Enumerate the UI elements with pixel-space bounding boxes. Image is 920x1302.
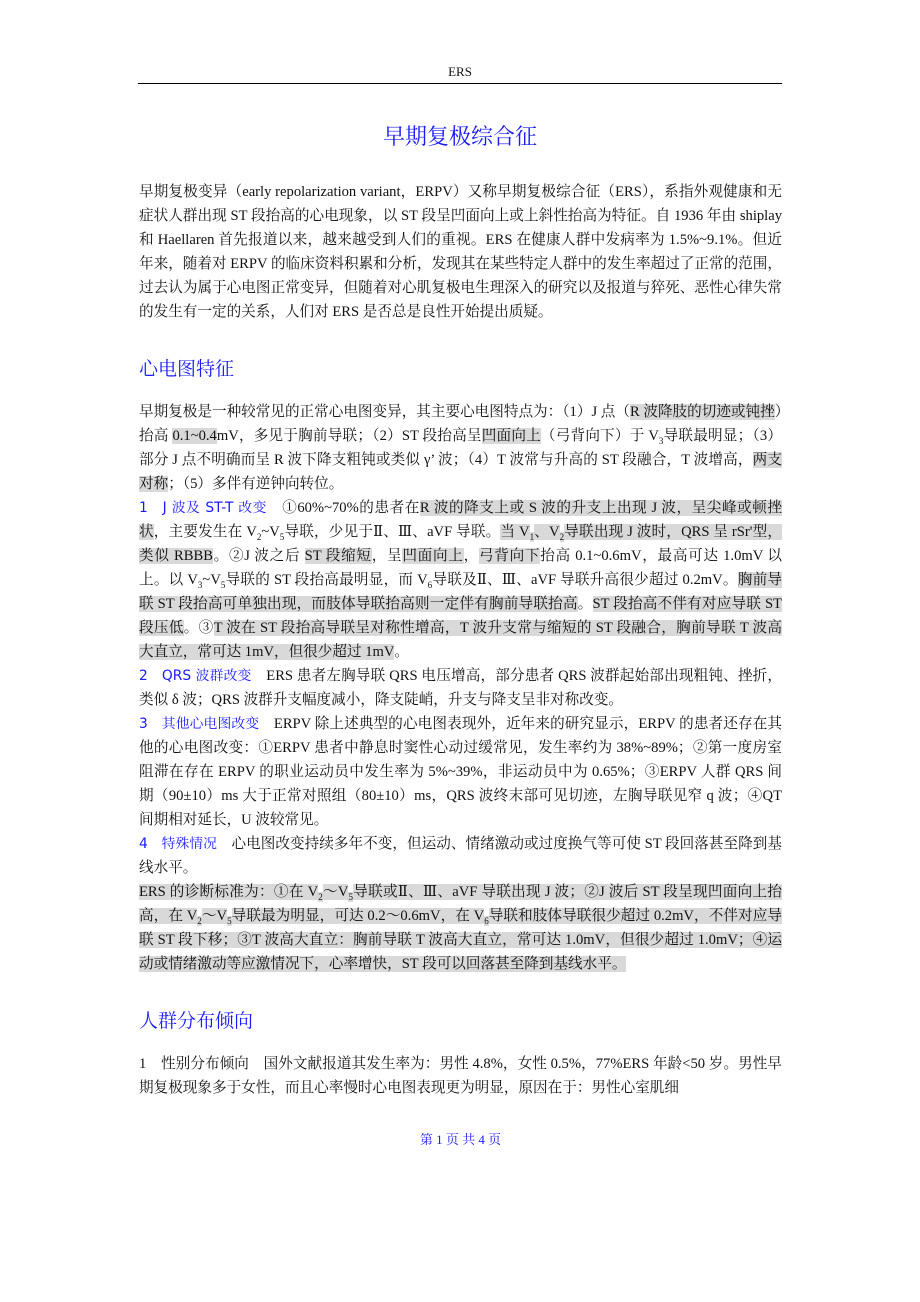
highlighted-text: 导联或Ⅱ、Ⅲ、aVF 导联出现 J 波；②J 波后 ST 段呈现凹面向上抬高，在 V — [139, 884, 782, 924]
highlighted-text: ST 段缩短 — [304, 548, 372, 564]
text-run: 。②J 波之后 — [212, 548, 305, 564]
page-header: ERS — [448, 64, 472, 79]
text-run: 。③ — [183, 620, 214, 636]
subscript: 2 — [197, 915, 202, 926]
text-run: 导联最明显；（3）部分 J 点不明确而呈 R 波下降支粗钝或类似 γ’ 波；（4）T 波常与升高的 ST 段融合，T 波增高， — [139, 428, 782, 468]
highlighted-text: ～V — [322, 884, 349, 900]
subscript: 6 — [427, 579, 433, 590]
text-run: ERPV 除上述典型的心电图表现外，近年来的研究显示，ERPV 的患者还存在其他的心电图改变：①ERPV 患者中静息时窦性心动过缓常见，发生率约为 38%~89%；②第一度房室阻滞在存在 ERPV 的职业运动员中发生率为 5%~39%，非运动员中为 0.65%；③ERPV 人群 QRS 间期（90±10）ms 大于正常对照组（80±10）ms，QRS 波终末部可见切迹，左胸导联见窄 q 波；④QT 间期相对延长，U 波较常见。 — [139, 716, 782, 828]
text-run: 导联，少见于Ⅱ、Ⅲ、aVF 导联。 — [284, 524, 501, 540]
subsection-heading: 4 特殊情况 — [139, 836, 217, 852]
subscript: 2 — [559, 531, 565, 542]
highlighted-text: R 波降肢的切迹或钝挫 — [629, 404, 775, 420]
subscript: 5 — [348, 891, 353, 902]
highlighted-text: 当 V — [500, 524, 530, 540]
subscript: 2 — [318, 891, 323, 902]
text-run: 1 性别分布倾向 国外文献报道其发生率为：男性 4.8%，女性 0.5%，77%ERS 年龄<50 岁。男性早期复极现象多于女性，而且心率慢时心电图表现更为明显，原因在于：男性心室肌细 — [139, 1056, 782, 1096]
highlighted-text: 胸前导联 ST 段抬高可单独出现，而肢体导联抬高则一定伴有胸前导联抬高 — [139, 572, 782, 612]
text-run: ①60%~70%的患者在 — [267, 500, 420, 516]
text-run: ）抬高 — [139, 404, 783, 444]
header-divider — [138, 83, 782, 84]
highlighted-text: 凹面向上 — [402, 548, 464, 564]
page-footer: 第 1 页 共 4 页 — [419, 1132, 502, 1147]
intro-paragraph — [139, 180, 782, 324]
highlighted-text: 、V — [534, 524, 560, 540]
text-run: 抬高 0.1~0.6mV，最高可达 1.0mV 以上。以 V — [139, 548, 782, 588]
document-title: 早期复极综合征 — [382, 125, 537, 150]
text-run: ~V — [202, 572, 221, 588]
text-run: ~V — [261, 524, 280, 540]
text-run: ；（5）多伴有逆钟向转位。 — [168, 476, 344, 492]
highlighted-text: ERS 的诊断标准为：①在 V — [139, 884, 319, 900]
section-heading-ecg-features: 心电图特征 — [139, 358, 235, 380]
text-run: ，呈 — [371, 548, 403, 564]
subscript: 1 — [529, 531, 535, 542]
text-run: 导联的 ST 段抬高最明显，而 V — [225, 572, 428, 588]
text-run: mV，多见于胸前导联；（2）ST 段抬高呈 — [216, 428, 482, 444]
ecg-paragraph — [139, 400, 782, 496]
text-run: 导联及Ⅱ、Ⅲ、aVF 导联升高很少超过 0.2mV。 — [432, 572, 738, 588]
subsection-heading: 2 QRS 波群改变 — [139, 668, 252, 684]
highlighted-text: ST 段抬高不伴有对应导联 ST 段压低 — [139, 596, 782, 636]
ecg-paragraph-j-wave — [139, 496, 782, 664]
subscript: 5 — [227, 915, 232, 926]
highlighted-text: ～V — [201, 908, 228, 924]
section-heading-population: 人群分布倾向 — [139, 1010, 254, 1032]
text-run: 早期复极变异（early repolarization variant，ERPV）又称早期复极综合征（ERS），系指外观健康和无症状人群出现 ST 段抬高的心电现象，以 ST 段呈凹面向上或上斜性抬高为特征。自 1936 年由 shiplay 和 Haellaren 首先报道以来，越来越受到人们的重视。ERS 在健康人群中发病率为 1.5%~9.1%。但近年来，随着对 ERPV 的临床资料积累和分析，发现其在某些特定人群中的发生率超过了正常的范围，过去认为属于心电图正常变异，但随着对心肌复极电生理深入的研究以及报道与猝死、恶性心律失常的发生有一定的关系，人们对 ERS 是否总是良性开始提出质疑。 — [139, 184, 782, 320]
highlighted-text: 导联最为明显，可达 0.2～0.6mV，在 V — [231, 908, 485, 924]
text-run: ERS 患者左胸导联 QRS 电压增高，部分患者 QRS 波群起始部出现粗钝、挫折，类似 δ 波；QRS 波群升支幅度减小，降支陡峭，升支与降支呈非对称改变。 — [139, 668, 782, 708]
diagnostic-criteria-paragraph — [139, 880, 782, 976]
highlighted-text: 两支对称 — [139, 452, 782, 492]
subscript: 6 — [484, 915, 489, 926]
ecg-paragraph-special — [139, 832, 782, 880]
subsection-heading: 1 J 波及 ST-T 改变 — [139, 500, 268, 516]
subscript: 5 — [220, 579, 226, 590]
highlighted-text: R 波的降支上或 S 波的升支上出现 J 波，呈尖峰或顿挫状 — [139, 500, 782, 540]
highlighted-text: 导联和肢体导联很少超过 0.2mV，不伴对应导联 ST 段下移；③T 波高大直立：胸前导联 T 波高大直立，常可达 1.0mV，但很少超过 1.0mV；④运动或情绪激动等应激情况下，心率增快，ST 段可以回落甚至降到基线水平。 — [139, 908, 782, 972]
ecg-paragraph-other — [139, 712, 782, 832]
highlighted-text: T 波在 ST 段抬高导联呈对称性增高，T 波升支常与缩短的 ST 段融合，胸前导联 T 波高大直立，常可达 1mV，但很少超过 1mV — [139, 620, 782, 660]
highlighted-text: 弓背向下 — [478, 548, 541, 564]
text-run: 心电图改变持续多年不变，但运动、情绪激动或过度换气等可使 ST 段回落甚至降到基线水平。 — [139, 836, 782, 876]
text-run: （弓背向下）于 V — [540, 428, 659, 444]
text-run: ，主要发生在 V — [153, 524, 257, 540]
document-body — [139, 180, 782, 1150]
highlighted-text: 0.1~0.4 — [172, 428, 217, 444]
highlighted-text: 凹面向上 — [481, 428, 541, 444]
text-run: 早期复极是一种较常见的正常心电图变异，其主要心电图特点为：（1）J 点（ — [139, 404, 630, 420]
subsection-heading: 3 其他心电图改变 — [139, 716, 260, 732]
subscript: 3 — [197, 579, 203, 590]
subscript: 3 — [658, 435, 664, 446]
population-paragraph — [139, 1052, 782, 1100]
ecg-paragraph-qrs — [139, 664, 782, 712]
subscript: 5 — [279, 531, 285, 542]
text-run: 。 — [394, 644, 410, 660]
text-run: 。 — [577, 596, 593, 612]
subscript: 2 — [256, 531, 262, 542]
highlighted-text: 导联出现 J 波时，QRS 呈 rSr'型，类似 RBBB — [139, 524, 782, 564]
text-run: ， — [463, 548, 479, 564]
